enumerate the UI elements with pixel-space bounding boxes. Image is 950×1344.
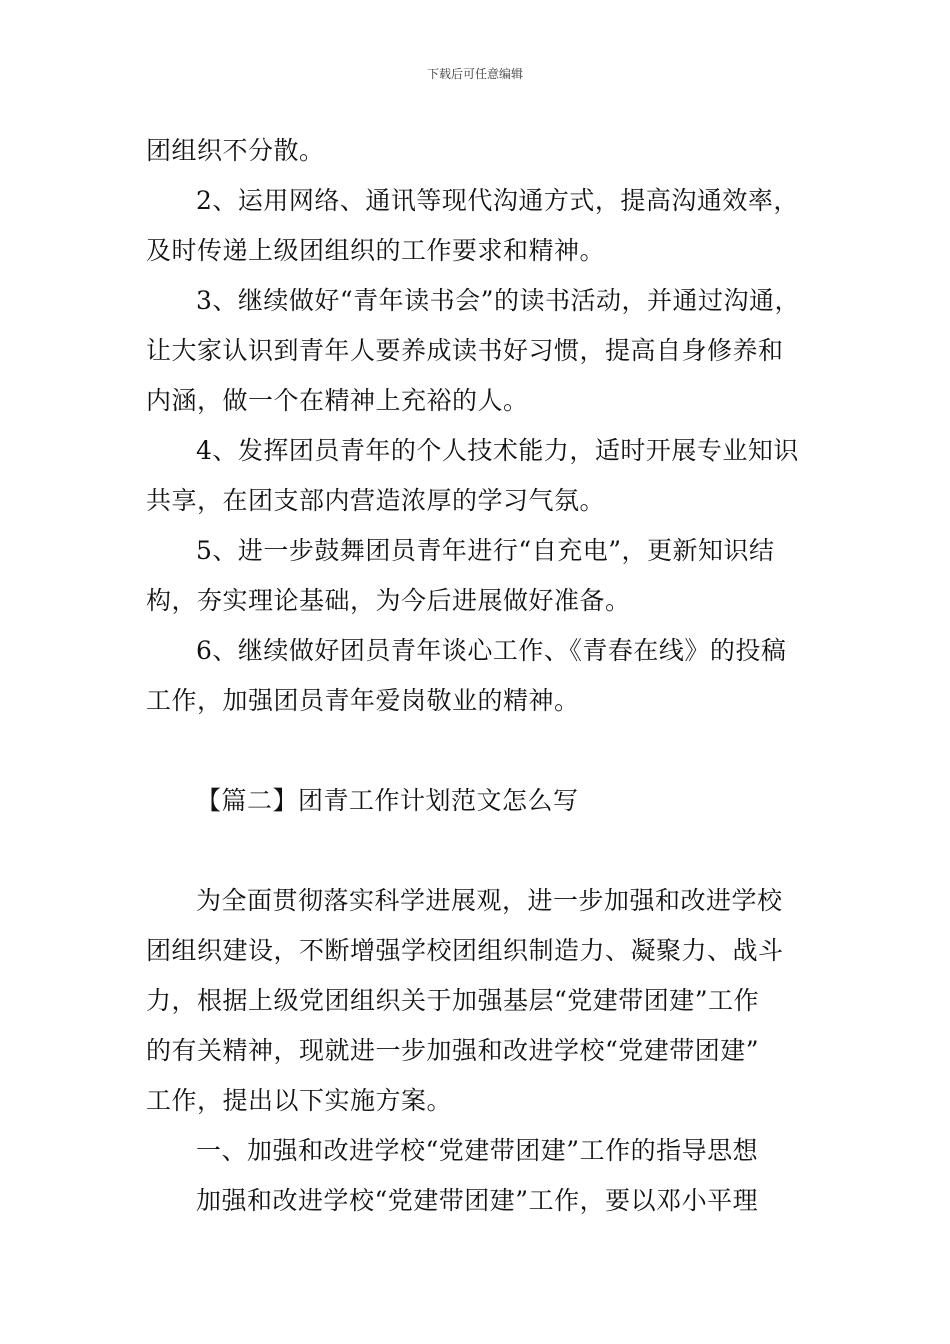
spacer	[146, 826, 836, 876]
paragraph-line: 力，根据上级党团组织关于加强基层“党建带团建”工作	[146, 986, 760, 1015]
list-item-4-line-1: 4、发挥团员青年的个人技术能力，适时开展专业知识	[196, 436, 799, 465]
list-item-2-line-2: 及时传递上级团组织的工作要求和精神。	[146, 236, 606, 265]
paragraph-line: 工作，提出以下实施方案。	[146, 1086, 453, 1115]
list-item-5-line-1: 5、进一步鼓舞团员青年进行“自充电”，更新知识结	[196, 536, 775, 565]
list-item-6-line-2: 工作，加强团员青年爱岗敬业的精神。	[146, 686, 580, 715]
list-item-5-line-2: 构，夯实理论基础，为今后进展做好准备。	[146, 586, 631, 615]
list-item-6-line-1: 6、继续做好团员青年谈心工作、《青春在线》的投稿	[196, 636, 787, 665]
paragraph-line: 加强和改进学校“党建带团建”工作，要以邓小平理	[196, 1186, 759, 1215]
list-item-3-line-1: 3、继续做好“青年读书会”的读书活动，并通过沟通，	[196, 286, 800, 315]
list-item-4-line-2: 共享，在团支部内营造浓厚的学习气氛。	[146, 486, 606, 515]
section-title: 【篇二】团青工作计划范文怎么写	[196, 786, 579, 815]
page-header-note: 下载后可任意编辑	[426, 67, 523, 81]
text-line: 团组织不分散。	[146, 136, 325, 165]
spacer	[146, 726, 836, 776]
list-item-3-line-2: 让大家认识到青年人要养成读书好习惯，提高自身修养和	[146, 336, 784, 365]
list-item-2-line-1: 2、运用网络、通讯等现代沟通方式，提高沟通效率，	[196, 186, 799, 215]
subheading-line: 一、加强和改进学校“党建带团建”工作的指导思想	[196, 1136, 759, 1165]
paragraph-line: 的有关精神，现就进一步加强和改进学校“党建带团建”	[146, 1036, 760, 1065]
list-item-3-line-3: 内涵，做一个在精神上充裕的人。	[146, 386, 529, 415]
paragraph-line: 为全面贯彻落实科学进展观，进一步加强和改进学校	[196, 886, 783, 915]
document-body	[146, 126, 836, 1226]
paragraph-line: 团组织建设，不断增强学校团组织制造力、凝聚力、战斗	[146, 936, 784, 965]
